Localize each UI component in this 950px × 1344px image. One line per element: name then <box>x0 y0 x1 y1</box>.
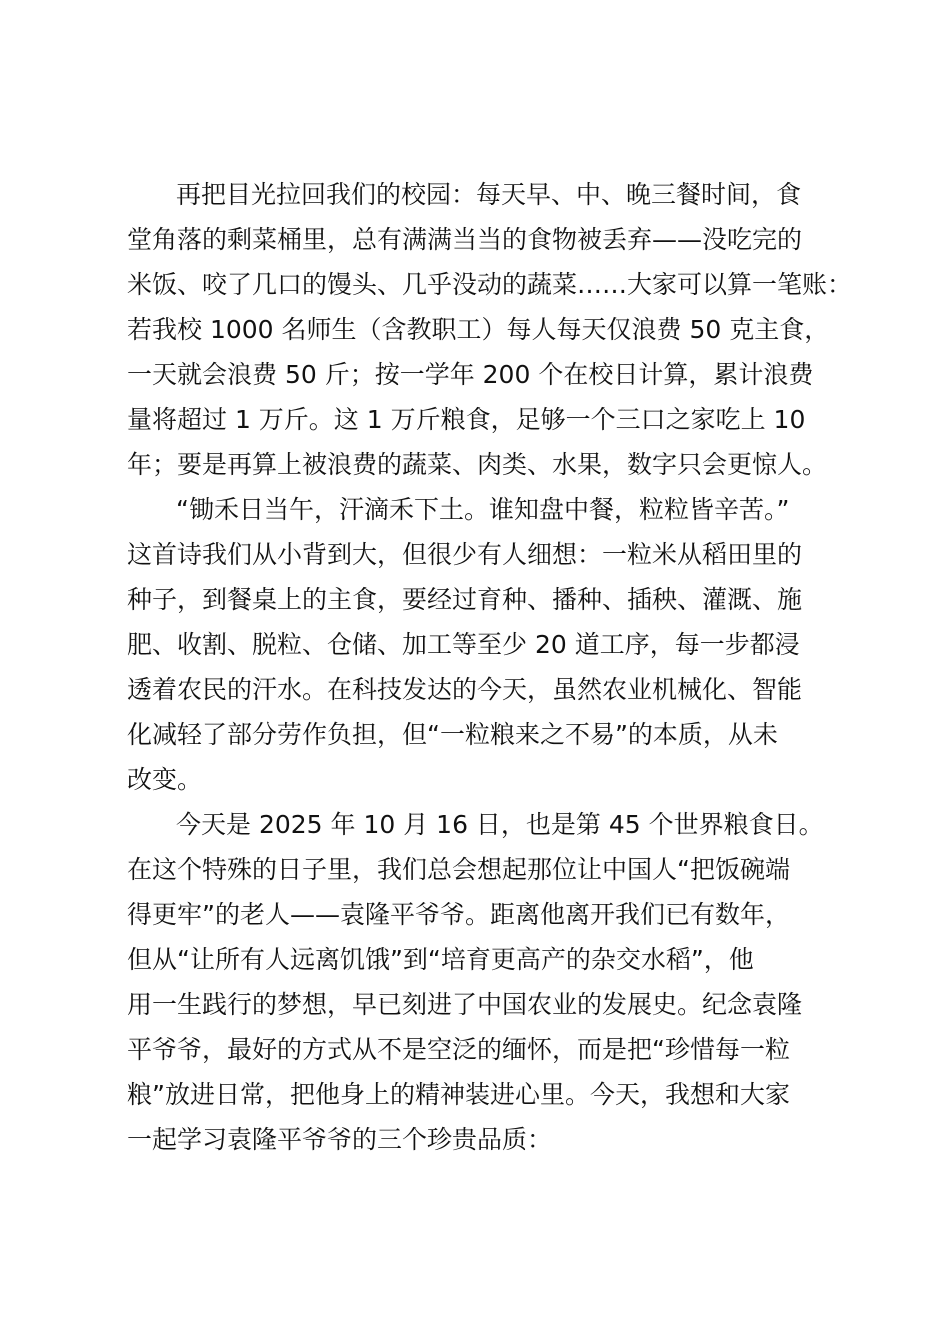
paragraph-2-line-6: 化减轻了部分劳作负担，但“一粒粮来之不易”的本质，从未 <box>127 720 778 749</box>
paragraph-1-line-1: 再把目光拉回我们的校园：每天早、中、晚三餐时间，食 <box>176 180 802 209</box>
paragraph-3-line-2: 在这个特殊的日子里，我们总会想起那位让中国人“把饭碗端 <box>127 855 790 884</box>
paragraph-2-line-7: 改变。 <box>127 765 203 794</box>
paragraph-1-line-3: 米饭、咬了几口的馒头、几乎没动的蔬菜……大家可以算一笔账： <box>127 270 853 299</box>
paragraph-1-line-5: 一天就会浪费 50 斤；按一学年 200 个在校日计算，累计浪费 <box>127 360 814 389</box>
paragraph-3-line-5: 用一生践行的梦想，早已刻进了中国农业的发展史。纪念袁隆 <box>127 990 803 1019</box>
paragraph-3-line-3: 得更牢”的老人——袁隆平爷爷。距离他离开我们已有数年， <box>127 900 790 929</box>
paragraph-3-line-8: 一起学习袁隆平爷爷的三个珍贵品质： <box>127 1125 553 1154</box>
paragraph-3-line-1: 今天是 2025 年 10 月 16 日，也是第 45 个世界粮食日。 <box>176 810 824 839</box>
paragraph-2-line-2: 这首诗我们从小背到大，但很少有人细想：一粒米从稻田里的 <box>127 540 803 569</box>
paragraph-2-line-3: 种子，到餐桌上的主食，要经过育种、播种、插秧、灌溉、施 <box>127 585 803 614</box>
paragraph-2-line-4: 肥、收割、脱粒、仓储、加工等至少 20 道工序，每一步都浸 <box>127 630 800 659</box>
paragraph-3-line-4: 但从“让所有人远离饥饿”到“培育更高产的杂交水稻”，他 <box>127 945 754 974</box>
paragraph-1-line-7: 年；要是再算上被浪费的蔬菜、肉类、水果，数字只会更惊人。 <box>127 450 828 479</box>
paragraph-2-line-5: 透着农民的汗水。在科技发达的今天，虽然农业机械化、智能 <box>127 675 803 704</box>
paragraph-1-line-6: 量将超过 1 万斤。这 1 万斤粮食，足够一个三口之家吃上 10 <box>127 405 806 434</box>
paragraph-2-line-1: “锄禾日当午，汗滴禾下土。谁知盘中餐，粒粒皆辛苦。” <box>176 495 790 524</box>
paragraph-3-line-7: 粮”放进日常，把他身上的精神装进心里。今天，我想和大家 <box>127 1080 790 1109</box>
paragraph-3-line-6: 平爷爷，最好的方式从不是空泛的缅怀，而是把“珍惜每一粒 <box>127 1035 790 1064</box>
paragraph-1-line-4: 若我校 1000 名师生（含教职工）每人每天仅浪费 50 克主食， <box>127 315 830 344</box>
paragraph-1-line-2: 堂角落的剩菜桶里，总有满满当当的食物被丢弃——没吃完的 <box>127 225 803 254</box>
